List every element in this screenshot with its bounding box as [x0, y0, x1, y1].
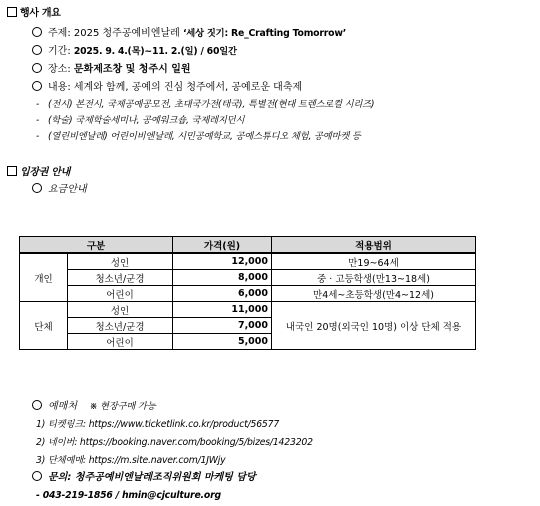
group-label: 개인 — [20, 253, 68, 302]
table-header-row — [20, 237, 476, 254]
booking-link-ticketlink: 1) 티켓링크: https://www.ticketlink.co.kr/product/56577 — [36, 419, 280, 430]
table-row — [20, 270, 476, 286]
table-row — [20, 286, 476, 302]
booking-note: ※ 현장구매 가능 — [89, 401, 156, 412]
contact-info: - 043-219-1856 / hmin@cjculture.org — [36, 490, 221, 501]
circle-bullet-icon — [32, 400, 42, 410]
section-overview-title: 행사 개요 — [7, 7, 61, 20]
overview-sub-open-biennale: - (열린비엔날레) 어린이비엔날레, 시민공예학교, 공예스튜디오 체험, 공예마켓 등 — [36, 131, 361, 142]
table-row — [20, 253, 476, 270]
overview-sub-exhibition: - (전시) 본전시, 국제공예공모전, 초대국가전(태국), 특별전(현대 트렌스로컬 시리즈) — [36, 99, 375, 110]
overview-item-venue: 장소: 문화제조창 및 청주시 일원 — [32, 63, 191, 76]
circle-bullet-icon — [32, 45, 42, 55]
ticket-type: 성인 — [68, 302, 173, 318]
overview-item-content: 내용: 세계와 함께, 공예의 진심 청주에서, 공예로운 대축제 — [32, 81, 302, 94]
ticket-price: 5,000 — [173, 334, 272, 350]
ticket-price: 7,000 — [173, 318, 272, 334]
header-category: 구분 — [20, 237, 173, 254]
overview-sub-academic: - (학술) 국제학술세미나, 공예워크숍, 국제레지던시 — [36, 115, 245, 126]
contact-label: 문의: 청주공예비엔날레조직위원회 마케팅 담당 — [32, 471, 256, 484]
circle-bullet-icon — [32, 183, 42, 193]
ticket-type: 어린이 — [68, 286, 173, 302]
square-bullet-icon — [7, 166, 17, 176]
ticket-type: 청소년/군경 — [68, 270, 173, 286]
circle-bullet-icon — [32, 471, 42, 481]
group-label: 단체 — [20, 302, 68, 350]
header-scope: 적용범위 — [272, 237, 476, 254]
ticket-type: 청소년/군경 — [68, 318, 173, 334]
section-tickets-title: 입장권 안내 — [7, 166, 70, 179]
square-bullet-icon — [7, 7, 17, 17]
header-price: 가격(원) — [173, 237, 272, 254]
ticket-price-table — [19, 236, 476, 350]
ticket-price: 12,000 — [173, 253, 272, 270]
booking-link-naver: 2) 네이버: https://booking.naver.com/booking/5/bizes/1423202 — [36, 437, 313, 448]
table-row — [20, 302, 476, 318]
booking-link-group: 3) 단체예매: https://m.site.naver.com/1JWjy — [36, 455, 226, 466]
booking-title: 예매처 ※ 현장구매 가능 — [32, 400, 156, 413]
ticket-price: 6,000 — [173, 286, 272, 302]
ticket-price: 8,000 — [173, 270, 272, 286]
ticket-price: 11,000 — [173, 302, 272, 318]
circle-bullet-icon — [32, 81, 42, 91]
overview-item-period: 기간: 2025. 9. 4.(목)~11. 2.(일) / 60일간 — [32, 45, 237, 58]
circle-bullet-icon — [32, 27, 42, 37]
ticket-type: 어린이 — [68, 334, 173, 350]
group-scope: 내국인 20명(외국인 10명) 이상 단체 적용 — [272, 302, 476, 350]
overview-item-theme: 주제: 2025 청주공예비엔날레 ‘세상 짓기: Re_Crafting Tomorrow’ — [32, 27, 346, 40]
tickets-subtitle: 요금안내 — [32, 183, 87, 196]
circle-bullet-icon — [32, 63, 42, 73]
ticket-scope: 중 · 고등학생(만13~18세) — [272, 270, 476, 286]
ticket-type: 성인 — [68, 253, 173, 270]
ticket-scope: 만4세~초등학생(만4~12세) — [272, 286, 476, 302]
ticket-scope: 만19~64세 — [272, 253, 476, 270]
